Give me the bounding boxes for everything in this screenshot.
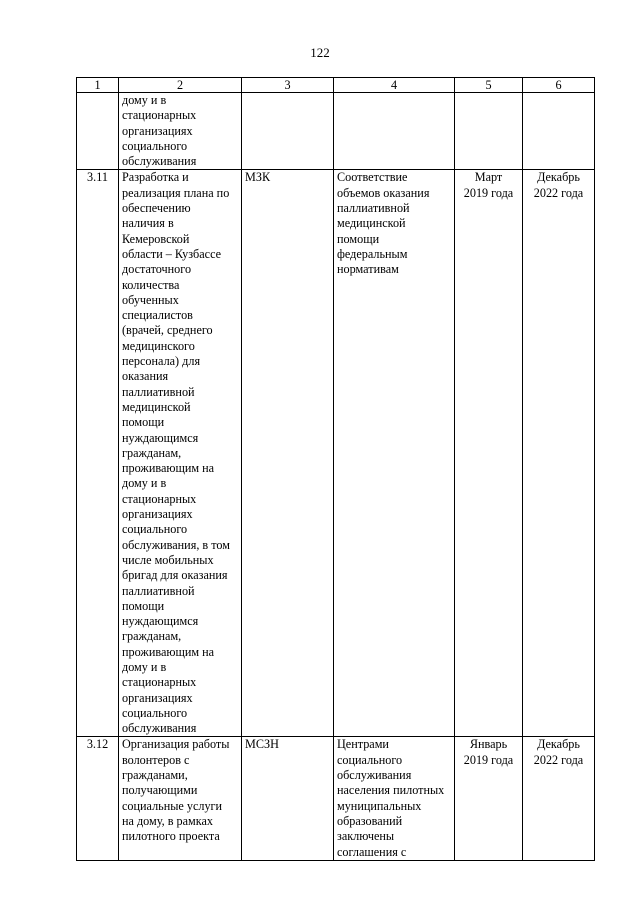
cell-text-line: на дому, в рамках — [122, 813, 213, 828]
header-cell: 3 — [242, 78, 334, 93]
header-cell: 1 — [77, 78, 119, 93]
cell-text-line: помощи — [122, 598, 165, 613]
cell-text-line: обслуживания, в том — [122, 537, 230, 552]
cell-text-line: персонала) для — [122, 354, 201, 369]
cell-text-line: помощи — [337, 231, 380, 246]
cell-text-line: обслуживания — [337, 768, 412, 783]
table-row — [77, 93, 595, 170]
cell-text-line: количества — [122, 277, 180, 292]
start-date-cell — [455, 93, 523, 170]
cell-text-line: достаточного — [122, 262, 192, 277]
cell-text-line: Организация работы — [122, 737, 230, 752]
start-date-cell — [455, 737, 523, 860]
cell-text-line: волонтеров с — [122, 752, 190, 767]
responsible-cell — [242, 93, 334, 170]
result-cell — [334, 93, 455, 170]
activity-cell — [119, 737, 242, 860]
cell-text-line: гражданам, — [122, 629, 182, 644]
cell-text-line: обученных — [122, 292, 179, 307]
cell-text-line: дому и в — [122, 659, 167, 674]
result-cell — [334, 737, 455, 860]
cell-text-line: проживающим на — [122, 461, 215, 476]
cell-text-line: паллиативной — [122, 583, 195, 598]
cell-text-line: (врачей, среднего — [122, 323, 213, 338]
cell-text-line: социальные услуги — [122, 798, 223, 813]
cell-text-line: паллиативной — [122, 384, 195, 399]
cell-text-line: Соответствие — [337, 170, 408, 185]
row-number-cell — [77, 93, 119, 170]
table-row — [77, 737, 595, 860]
cell-text-line: социального — [122, 138, 188, 153]
cell-text-line: обеспечению — [122, 201, 191, 216]
header-cell: 5 — [455, 78, 523, 93]
cell-text-line: паллиативной — [337, 201, 410, 216]
cell-text-line: области – Кузбассе — [122, 246, 222, 261]
row-number-cell: 3.12 — [77, 737, 119, 860]
cell-text-line: нуждающимся — [122, 614, 199, 629]
cell-text-line: обслуживания — [122, 154, 197, 169]
cell-text-line: стационарных — [122, 108, 197, 123]
table-row — [77, 170, 595, 737]
cell-text-line: медицинской — [337, 216, 406, 231]
cell-text-line: организациях — [122, 690, 193, 705]
cell-text-line: обслуживания — [122, 721, 197, 736]
cell-text-line: нормативам — [337, 262, 399, 277]
responsible-cell: МСЗН — [242, 737, 334, 860]
row-number-cell: 3.11 — [77, 170, 119, 737]
cell-text-line: проживающим на — [122, 644, 215, 659]
start-date-cell — [455, 170, 523, 737]
cell-text-line: реализация плана по — [122, 185, 230, 200]
cell-text-line: дому и в — [122, 93, 167, 107]
cell-text-line: числе мобильных — [122, 552, 214, 567]
cell-text-line: Март — [474, 170, 503, 185]
cell-text-line: населения пилотных — [337, 783, 445, 798]
page-number: 122 — [310, 45, 330, 60]
cell-text-line: Кемеровской — [122, 231, 190, 246]
cell-text-line: Центрами — [337, 737, 389, 752]
cell-text-line: дому и в — [122, 476, 167, 491]
end-date-cell — [523, 737, 595, 860]
cell-text-line: 2019 года — [463, 752, 514, 767]
cell-text-line: 2019 года — [463, 185, 514, 200]
table-header-row — [77, 78, 595, 93]
cell-text-line: образований — [337, 813, 403, 828]
cell-text-line: заключены — [337, 829, 395, 844]
cell-text-line: Январь — [469, 737, 508, 752]
cell-text-line: пилотного проекта — [122, 829, 220, 844]
cell-text-line: социального — [122, 705, 188, 720]
end-date-cell — [523, 93, 595, 170]
cell-text-line: медицинской — [122, 399, 191, 414]
cell-text-line: 2022 года — [533, 752, 584, 767]
cell-text-line: стационарных — [122, 491, 197, 506]
cell-text-line: стационарных — [122, 675, 197, 690]
cell-text-line: 2022 года — [533, 185, 584, 200]
cell-text-line: медицинского — [122, 338, 195, 353]
cell-text-line: социального — [337, 752, 403, 767]
end-date-cell — [523, 170, 595, 737]
cell-text-line: бригад для оказания — [122, 568, 228, 583]
cell-text-line: федеральным — [337, 246, 408, 261]
cell-text-line: объемов оказания — [337, 185, 430, 200]
cell-text-line: наличия в — [122, 216, 174, 231]
cell-text-line: организациях — [122, 507, 193, 522]
cell-text-line: нуждающимся — [122, 430, 199, 445]
cell-text-line: соглашения с — [337, 844, 407, 859]
cell-text-line: организациях — [122, 123, 193, 138]
cell-text-line: гражданами, — [122, 768, 188, 783]
plan-table — [76, 77, 595, 861]
cell-text-line: Декабрь — [537, 170, 580, 185]
cell-text-line: помощи — [122, 415, 165, 430]
header-cell: 4 — [334, 78, 455, 93]
activity-cell — [119, 170, 242, 737]
header-cell: 2 — [119, 78, 242, 93]
responsible-cell: МЗК — [242, 170, 334, 737]
header-cell: 6 — [523, 78, 595, 93]
result-cell — [334, 170, 455, 737]
cell-text-line: получающими — [122, 783, 198, 798]
cell-text-line: гражданам, — [122, 445, 182, 460]
cell-text-line: оказания — [122, 369, 169, 384]
cell-text-line: специалистов — [122, 308, 193, 323]
cell-text-line: Декабрь — [537, 737, 580, 752]
cell-text-line: муниципальных — [337, 798, 422, 813]
activity-cell — [119, 93, 242, 170]
cell-text-line: Разработка и — [122, 170, 189, 185]
cell-text-line: социального — [122, 522, 188, 537]
